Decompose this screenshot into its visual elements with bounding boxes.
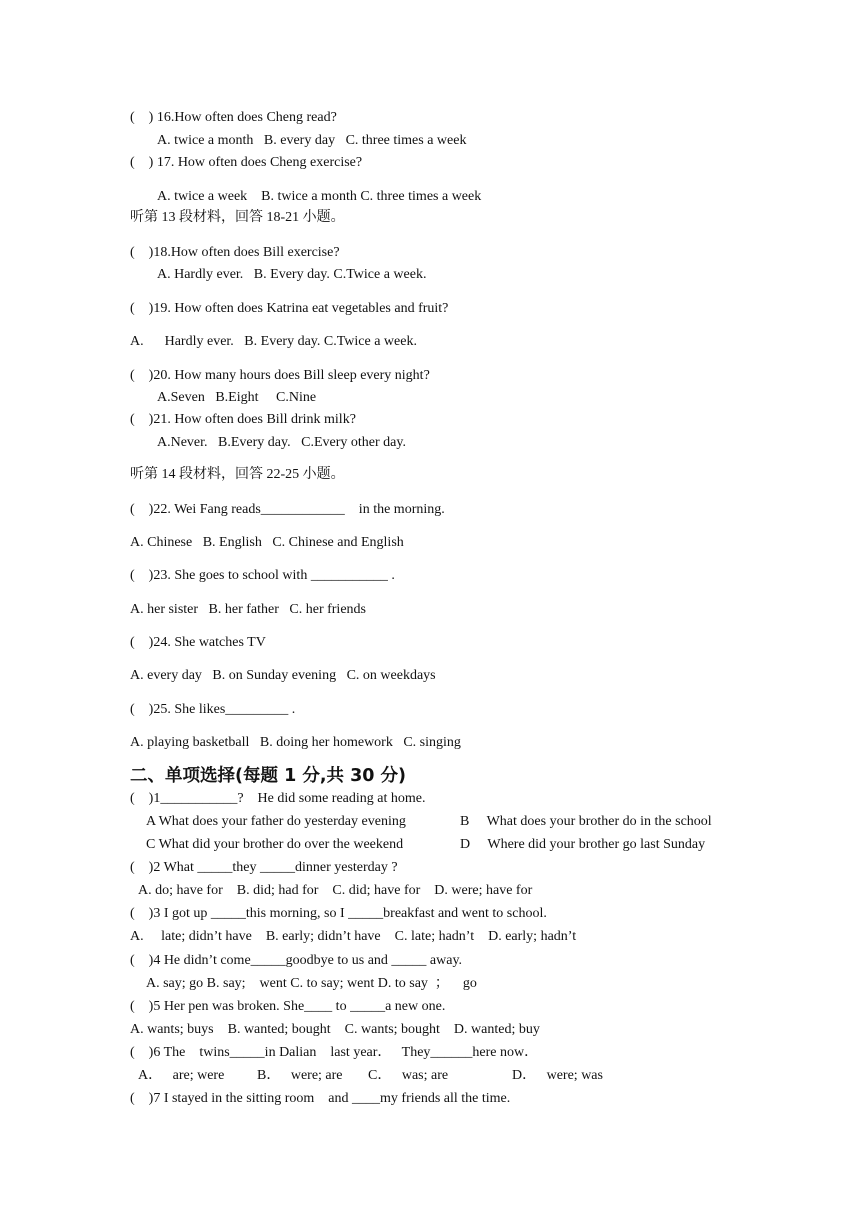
- options-17: A. twice a week B. twice a month C. three times a week: [157, 189, 482, 204]
- mc-option-1c: C What did your brother do over the weekend: [146, 837, 404, 852]
- options-22: A. Chinese B. English C. Chinese and English: [130, 535, 404, 550]
- mc-option-1a: A What does your father do yesterday evening: [146, 814, 406, 829]
- options-23: A. her sister B. her father C. her friends: [130, 602, 366, 617]
- question-21: ( )21. How often does Bill drink milk?: [130, 412, 356, 427]
- question-22: ( )22. Wei Fang reads____________ in the morning.: [130, 502, 445, 517]
- options-18: A. Hardly ever. B. Every day. C.Twice a week.: [157, 267, 427, 282]
- question-24: ( )24. She watches TV: [130, 635, 266, 650]
- mc-question-1: ( )1___________? He did some reading at home.: [130, 791, 426, 806]
- mc-options-4: A. say; go B. say; went C. to say; went D. to say ； go: [146, 976, 477, 991]
- question-17: ( ) 17. How often does Cheng exercise?: [130, 155, 363, 170]
- options-24: A. every day B. on Sunday evening C. on weekdays: [130, 668, 436, 683]
- mc-option-6d: D． were; was: [512, 1068, 603, 1083]
- mc-option-1b: B What does your brother do in the school: [460, 814, 712, 829]
- question-20: ( )20. How many hours does Bill sleep every night?: [130, 368, 430, 383]
- options-16: A. twice a month B. every day C. three times a week: [157, 133, 467, 148]
- instruction-14: 听第 14 段材料，回答 22-25 小题。: [130, 467, 345, 482]
- question-18: ( )18.How often does Bill exercise?: [130, 245, 340, 260]
- mc-question-2: ( )2 What _____they _____dinner yesterday ?: [130, 860, 398, 875]
- question-19: ( )19. How often does Katrina eat vegetables and fruit?: [130, 301, 449, 316]
- options-21: A.Never. B.Every day. C.Every other day.: [157, 435, 406, 450]
- mc-question-4: ( )4 He didn’t come_____goodbye to us and _____ away.: [130, 953, 463, 968]
- mc-question-7: ( )7 I stayed in the sitting room and ____my friends all the time.: [130, 1091, 511, 1106]
- question-16: ( ) 16.How often does Cheng read?: [130, 110, 337, 125]
- instruction-13: 听第 13 段材料，回答 18-21 小题。: [130, 210, 345, 225]
- mc-option-6a: A． are; were: [138, 1068, 225, 1083]
- mc-options-5: A. wants; buys B. wanted; bought C. wants; bought D. wanted; buy: [130, 1022, 540, 1037]
- question-23: ( )23. She goes to school with ___________ .: [130, 568, 395, 583]
- mc-option-6b: B． were; are: [257, 1068, 343, 1083]
- mc-options-3: A. late; didn’t have B. early; didn’t have C. late; hadn’t D. early; hadn’t: [130, 929, 577, 944]
- mc-option-1d: D Where did your brother go last Sunday: [460, 837, 706, 852]
- options-20: A.Seven B.Eight C.Nine: [157, 390, 317, 405]
- mc-option-6c: C． was; are: [368, 1068, 449, 1083]
- options-19: A. Hardly ever. B. Every day. C.Twice a week.: [130, 334, 417, 349]
- section-title: 二、单项选择(每题 1 分,共 30 分): [130, 766, 407, 786]
- question-25: ( )25. She likes_________ .: [130, 702, 296, 717]
- mc-question-6: ( )6 The twins_____in Dalian last year． They______here now．: [130, 1045, 539, 1060]
- mc-question-5: ( )5 Her pen was broken. She____ to _____a new one.: [130, 999, 446, 1014]
- mc-options-2: A. do; have for B. did; had for C. did; have for D. were; have for: [138, 883, 533, 898]
- options-25: A. playing basketball B. doing her homework C. singing: [130, 735, 461, 750]
- mc-question-3: ( )3 I got up _____this morning, so I _____breakfast and went to school.: [130, 906, 547, 921]
